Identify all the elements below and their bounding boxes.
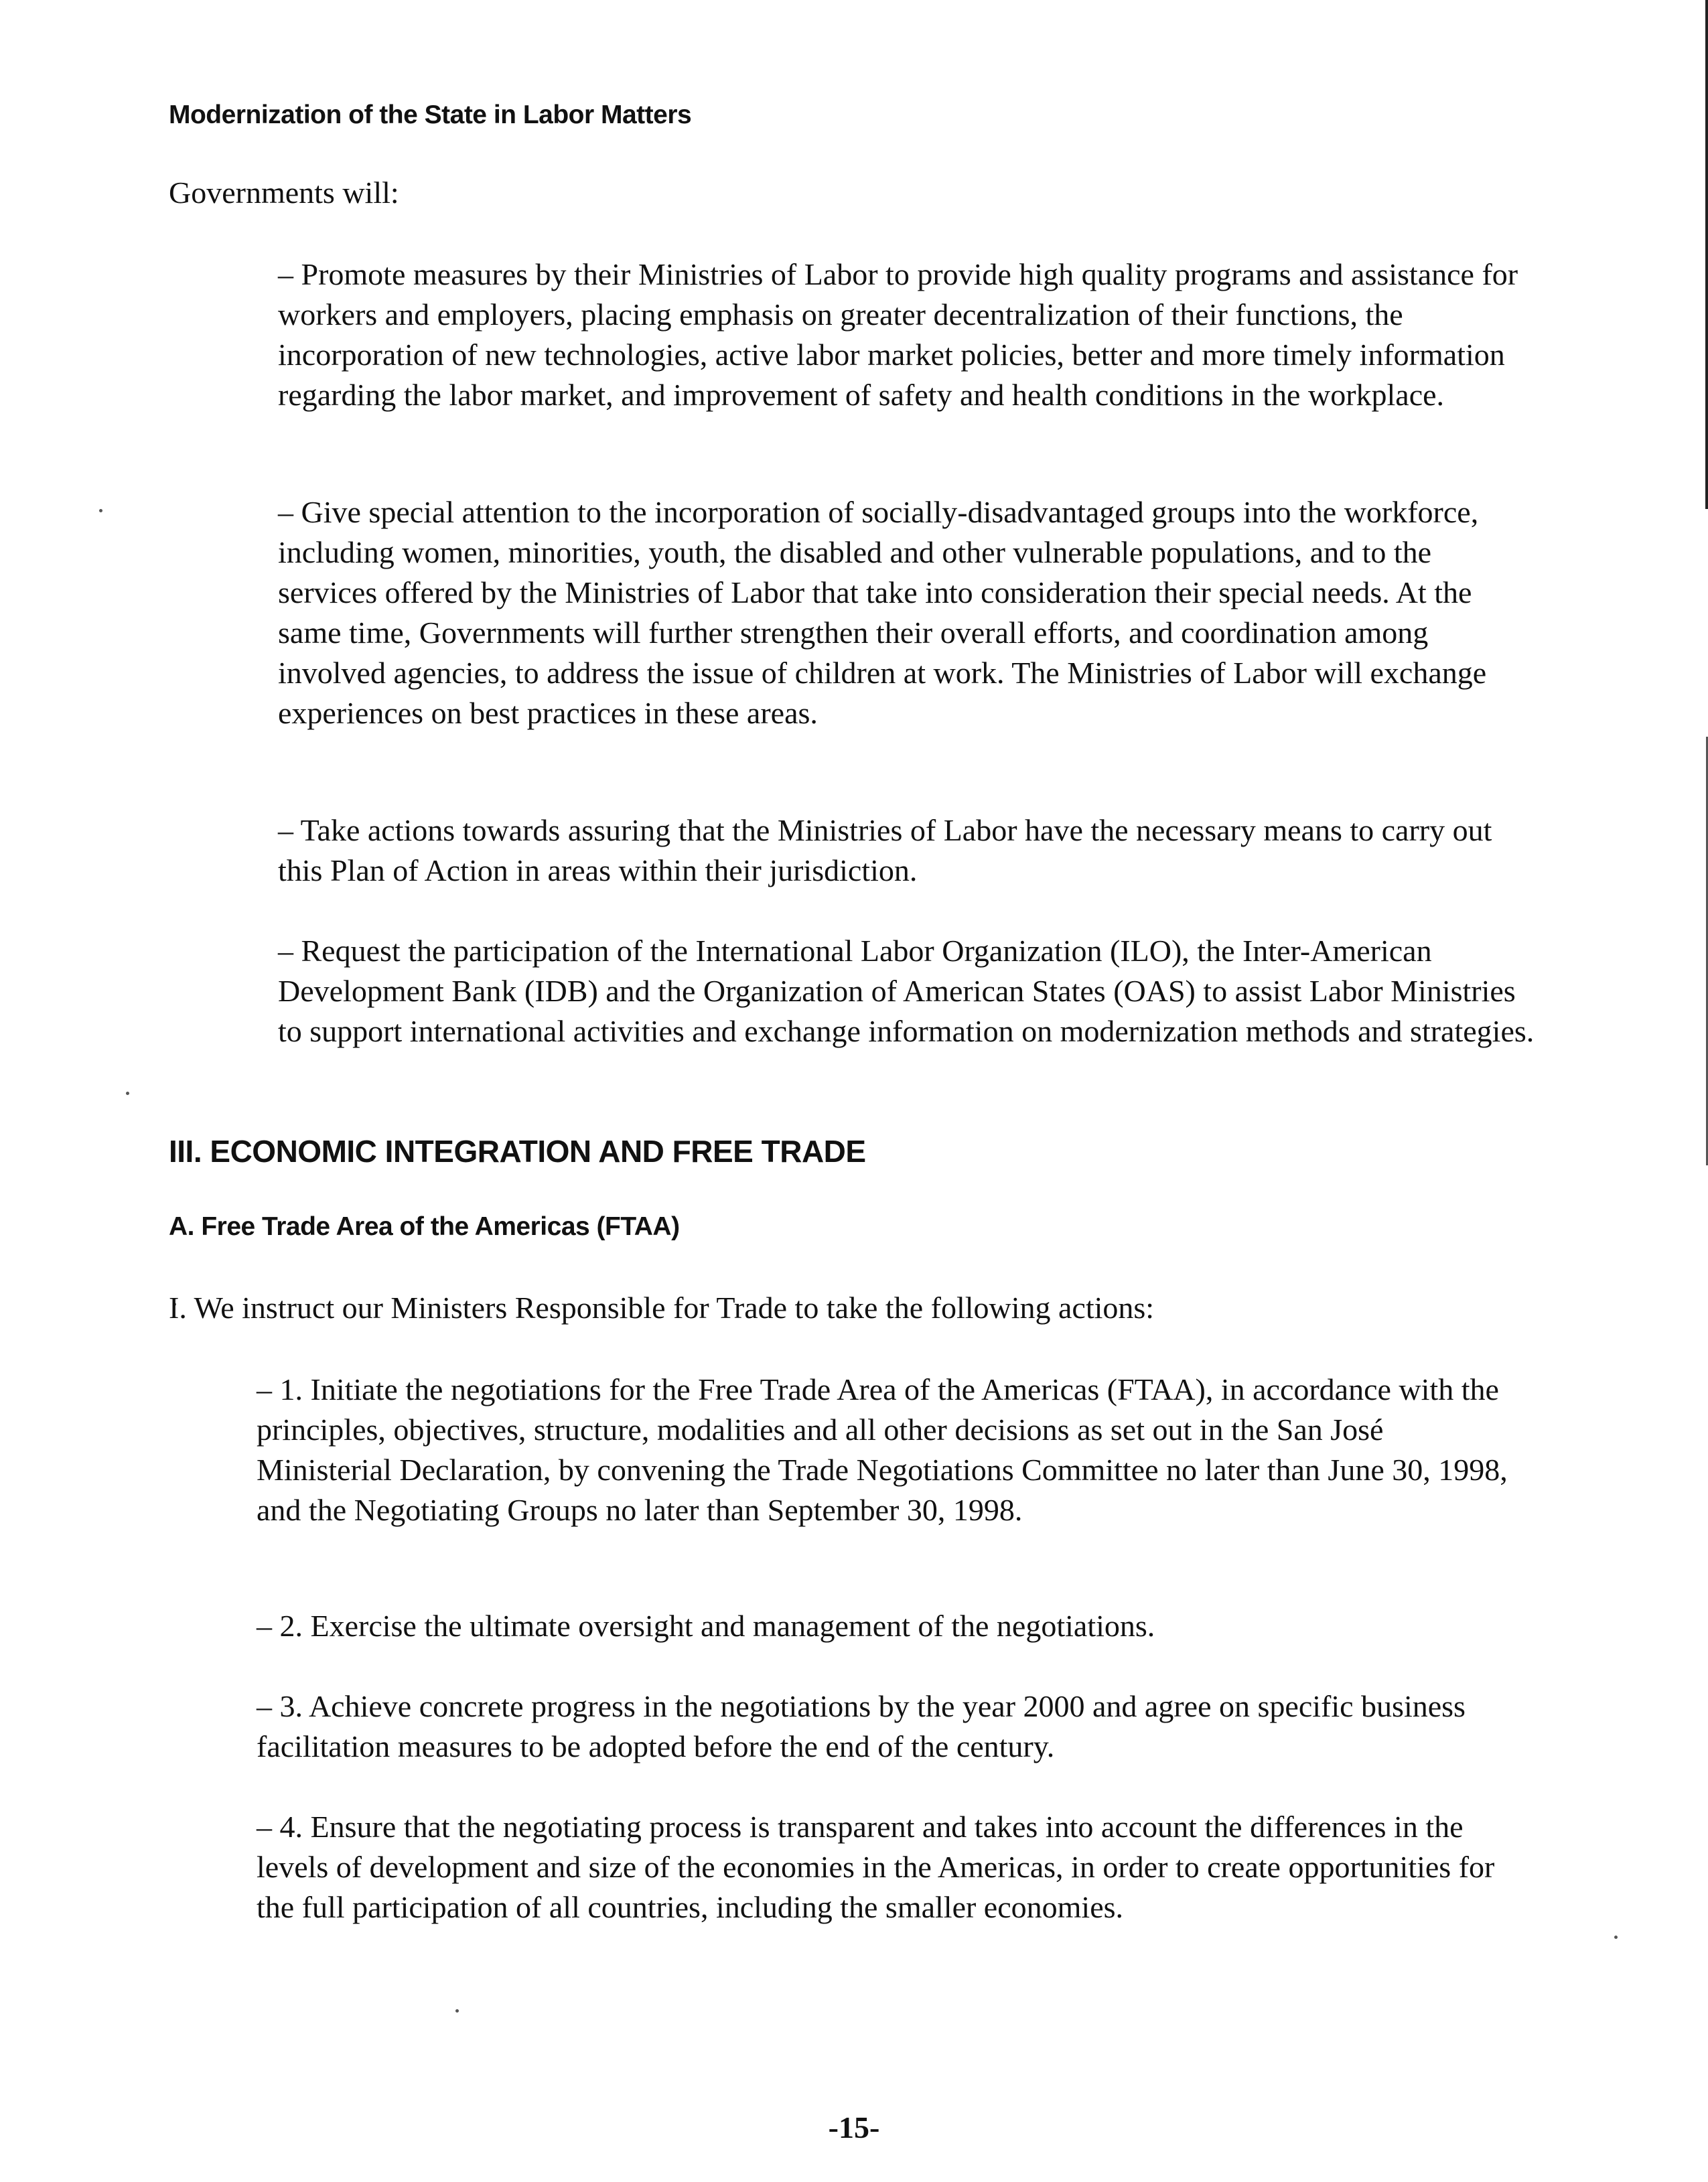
trade-item-3: – 3. Achieve concrete progress in the negotiations by the year 2000 and agree on specific business facilitation measures to be adopted before the end of the century. [257, 1689, 1466, 1763]
page-edge-line [1705, 0, 1708, 509]
labor-item-4: – Request the participation of the International Labor Organization (ILO), the Inter-American Development Bank (IDB) and the Organization of American States (OAS) to assist Labor Ministries to support international activities and exchange information on modernization methods and strategies. [278, 934, 1535, 1048]
scan-speck [126, 1092, 129, 1095]
labor-item-3: – Take actions towards assuring that the Ministries of Labor have the necessary means to carry out this Plan of Action in areas within their jurisdiction. [278, 813, 1492, 887]
subsection-heading-ftaa: A. Free Trade Area of the Americas (FTAA) [169, 1212, 680, 1241]
trade-item-2: – 2. Exercise the ultimate oversight and management of the negotiations. [257, 1609, 1155, 1643]
labor-item-2: – Give special attention to the incorporation of socially-disadvantaged groups into the workforce, including women, minorities, youth, the disabled and other vulnerable populations, and to the services offered by the Ministries of Labor that take into consideration their special needs. At the same time, Governments will further strengthen their overall efforts, and coordination among involved agencies, to address the issue of children at work. The Ministries of Labor will exchange experiences on best practices in these areas. [278, 495, 1487, 730]
trade-item-1: – 1. Initiate the negotiations for the Free Trade Area of the Americas (FTAA), in accordance with the principles, objectives, structure, modalities and all other decisions as set out in the San José Ministerial Declaration, by convening the Trade Negotiations Committee no later than June 30, 1998, and the Negotiating Groups no later than September 30, 1998. [257, 1372, 1508, 1527]
section-heading-labor: Modernization of the State in Labor Matters [169, 100, 692, 129]
labor-item-1: – Promote measures by their Ministries of Labor to provide high quality programs and assistance for workers and employers, placing emphasis on greater decentralization of their functions, the incorporation of new technologies, active labor market policies, better and more timely information regarding the labor market, and improvement of safety and health conditions in the workplace. [278, 257, 1518, 412]
labor-intro: Governments will: [169, 175, 399, 210]
page-number: -15- [828, 2110, 880, 2144]
trade-intro: I. We instruct our Ministers Responsible for Trade to take the following actions: [169, 1291, 1155, 1325]
section-heading-trade: III. ECONOMIC INTEGRATION AND FREE TRADE [169, 1134, 866, 1169]
scan-speck [1614, 1936, 1618, 1939]
scan-speck [455, 2009, 459, 2013]
trade-item-4: – 4. Ensure that the negotiating process is transparent and takes into account the differences in the levels of development and size of the economies in the Americas, in order to create opportunities for the full participation of all countries, including the smaller economies. [257, 1810, 1495, 1924]
scan-speck [99, 509, 102, 512]
